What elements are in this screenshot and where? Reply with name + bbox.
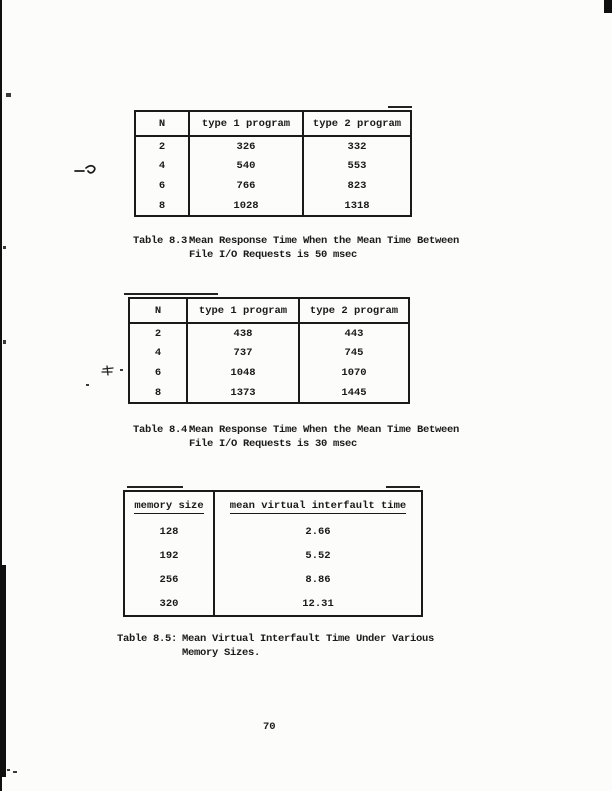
table-cell: 745 — [299, 343, 409, 363]
table-cell: 540 — [189, 156, 303, 176]
caption-line: Mean Response Time When the Mean Time Between — [189, 235, 460, 247]
header-row — [124, 491, 422, 520]
table-8-3 — [134, 110, 412, 217]
column-header: mean virtual interfault time — [214, 491, 422, 520]
header-row — [129, 298, 409, 323]
pencil-scribble-mark — [101, 365, 117, 377]
table-cell: 8 — [158, 199, 166, 212]
table-cell: 2 — [154, 327, 162, 340]
table-8-5-caption — [182, 632, 434, 660]
scan-artifact-line — [388, 106, 412, 108]
scan-speck — [3, 246, 6, 249]
column-header: memory size — [134, 500, 204, 512]
table-cell: 12.31 — [214, 592, 422, 616]
table-row — [135, 136, 411, 156]
table-cell: 320 — [159, 597, 179, 610]
table-cell: 2 — [158, 140, 166, 153]
table-row — [129, 363, 409, 383]
table-cell: 332 — [303, 136, 411, 156]
caption-line: File I/O Requests is 50 msec — [189, 249, 358, 261]
table-cell: 1028 — [189, 196, 303, 216]
table-8-3-caption — [189, 234, 459, 262]
table-row — [135, 176, 411, 196]
table-cell: 1445 — [299, 383, 409, 403]
table-row — [135, 196, 411, 216]
table-row — [124, 568, 422, 592]
caption-line: Memory Sizes. — [182, 647, 261, 659]
column-header: N — [154, 304, 162, 317]
table-cell: 1048 — [187, 363, 299, 383]
scan-speck — [13, 771, 17, 773]
table-cell: 256 — [159, 574, 179, 586]
table-cell: 443 — [299, 323, 409, 343]
table-cell: 766 — [189, 176, 303, 196]
table-cell: 6 — [158, 180, 166, 192]
table-8-5-caption-label: Table 8.5: — [117, 633, 178, 645]
table-cell: 1318 — [303, 196, 411, 216]
scan-artifact-top-right-mark — [604, 0, 612, 13]
table-cell: 128 — [159, 526, 179, 538]
table-row — [124, 544, 422, 568]
table-row — [129, 323, 409, 343]
table-cell: 5.52 — [214, 544, 422, 568]
column-header: type 2 program — [303, 111, 411, 136]
scan-speck — [86, 384, 89, 386]
table-cell: 8.86 — [214, 568, 422, 592]
table-cell: 2.66 — [214, 520, 422, 544]
column-header: type 1 program — [189, 111, 303, 136]
column-header: N — [158, 117, 166, 130]
scan-artifact-line — [124, 293, 218, 295]
column-header: type 1 program — [187, 298, 299, 323]
table-row — [129, 383, 409, 403]
table-8-3-caption-label: Table 8.3: — [133, 235, 194, 247]
table-cell: 4 — [154, 347, 162, 359]
table-cell: 553 — [303, 156, 411, 176]
table-cell: 4 — [158, 160, 166, 172]
page-number: 70 — [263, 721, 276, 733]
scan-artifact-line — [127, 486, 183, 488]
table-8-4 — [128, 297, 410, 404]
table-cell: 192 — [159, 550, 179, 562]
caption-line: File I/O Requests is 30 msec — [189, 438, 358, 450]
table-row — [135, 156, 411, 176]
scan-speck — [120, 369, 123, 371]
caption-line: Mean Response Time When the Mean Time Between — [189, 424, 460, 436]
table-cell: 823 — [303, 176, 411, 196]
table-row — [124, 592, 422, 616]
table-row — [124, 520, 422, 544]
table-8-5 — [123, 490, 423, 617]
table-8-4-caption-label: Table 8.4: — [133, 424, 194, 436]
table-cell: 6 — [154, 367, 162, 379]
table-cell: 326 — [189, 136, 303, 156]
table-8-4-caption — [189, 423, 459, 451]
header-row — [135, 111, 411, 136]
table-cell: 1070 — [299, 363, 409, 383]
table-row — [129, 343, 409, 363]
table-cell: 438 — [187, 323, 299, 343]
pencil-scribble-arrow — [74, 163, 98, 177]
scan-speck — [7, 769, 10, 771]
column-header: type 2 program — [299, 298, 409, 323]
caption-line: Mean Virtual Interfault Time Under Various — [182, 633, 435, 645]
scan-artifact-line — [386, 486, 420, 488]
scan-speck — [3, 340, 6, 344]
table-cell: 8 — [154, 386, 162, 399]
scan-artifact-left-edge-bar — [0, 565, 6, 777]
table-cell: 1373 — [187, 383, 299, 403]
scan-speck — [6, 93, 11, 97]
table-cell: 737 — [187, 343, 299, 363]
